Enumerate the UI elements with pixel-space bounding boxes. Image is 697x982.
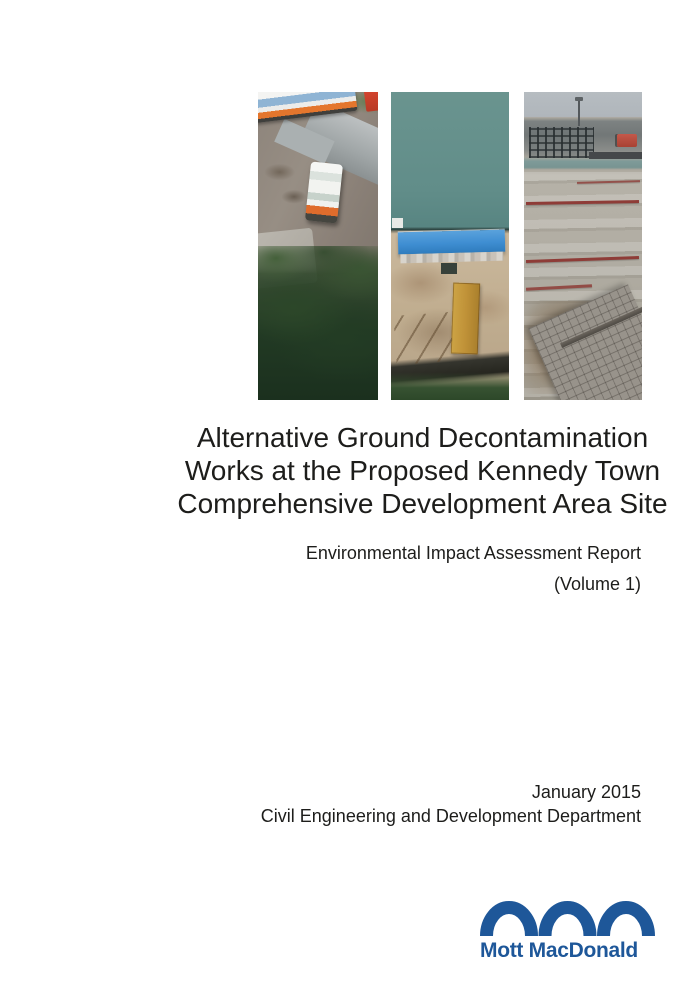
logo-wordmark: Mott MacDonald bbox=[480, 939, 638, 962]
double-decker-bus bbox=[305, 161, 343, 223]
crane-head bbox=[575, 97, 583, 101]
mott-macdonald-logo bbox=[480, 901, 657, 963]
tree-canopy bbox=[258, 246, 378, 400]
publication-date: January 2015 bbox=[531, 782, 641, 802]
orange-bus bbox=[364, 92, 378, 111]
yellow-works-structure bbox=[451, 283, 481, 355]
trench-marks bbox=[393, 312, 453, 365]
photo-treatment-site bbox=[524, 92, 642, 400]
red-truck bbox=[617, 134, 637, 148]
report-subtitle: Environmental Impact Assessment Report bbox=[305, 543, 641, 563]
pier-edge bbox=[589, 152, 642, 159]
report-title-line: Works at the Proposed Kennedy Town bbox=[184, 455, 661, 486]
report-volume: (Volume 1) bbox=[553, 574, 641, 594]
photo-waterfront-site bbox=[391, 92, 509, 400]
crane-mast bbox=[578, 98, 580, 126]
report-title-line: Alternative Ground Decontamination bbox=[196, 422, 649, 453]
white-hut bbox=[392, 218, 403, 227]
photo-bus-depot bbox=[258, 92, 378, 400]
three-arches-icon bbox=[480, 901, 655, 936]
dark-hut bbox=[441, 263, 458, 274]
report-subtitle-block bbox=[306, 538, 641, 600]
organisation-name: Civil Engineering and Development Department bbox=[260, 806, 641, 826]
pier-structures bbox=[529, 127, 594, 158]
report-title bbox=[150, 421, 695, 520]
blue-roofed-shed bbox=[398, 229, 506, 253]
report-title-line: Comprehensive Development Area Site bbox=[177, 488, 668, 519]
imprint-block bbox=[261, 780, 641, 828]
